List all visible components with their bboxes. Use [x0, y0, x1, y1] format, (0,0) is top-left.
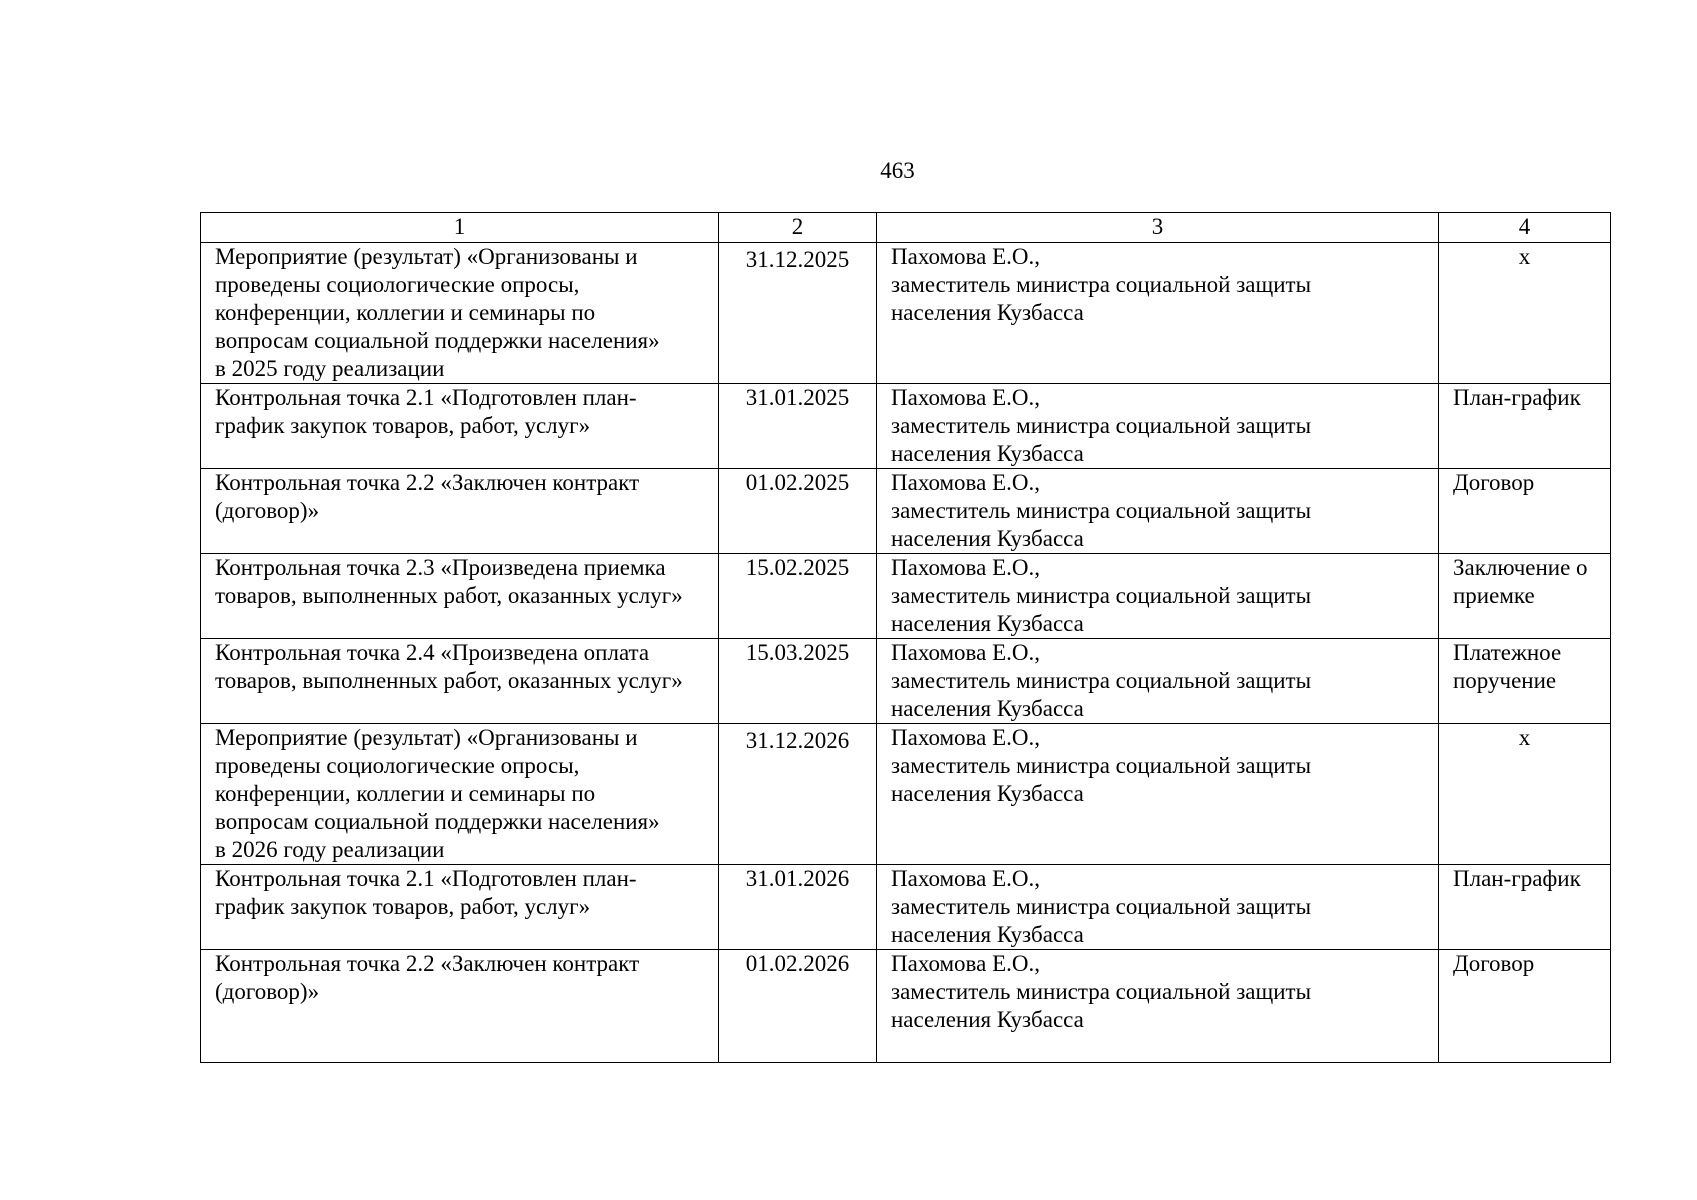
event-line: (договор)» — [215, 979, 320, 1004]
date-cell — [719, 724, 877, 865]
document-text: Договор — [1453, 470, 1535, 495]
date-cell — [719, 639, 877, 724]
document-cell — [1439, 724, 1611, 865]
event-line: товаров, выполненных работ, оказанных услуг» — [215, 668, 683, 693]
document-cell — [1439, 469, 1611, 554]
event-line: в 2026 году реализации — [215, 837, 445, 862]
date-text: 31.01.2026 — [745, 866, 850, 891]
event-line: график закупок товаров, работ, услуг» — [215, 894, 591, 919]
table-row — [201, 469, 1611, 554]
header-col-2: 2 — [719, 213, 877, 243]
control-points-table — [200, 212, 1611, 1063]
responsible-line: населения Кузбасса — [891, 526, 1084, 551]
document-cell — [1439, 243, 1611, 384]
responsible-line: Пахомова Е.О., — [891, 385, 1040, 410]
responsible-line: заместитель министра социальной защиты — [891, 753, 1312, 778]
event-line: Мероприятие (результат) «Организованы и — [215, 244, 638, 269]
responsible-line: населения Кузбасса — [891, 300, 1084, 325]
responsible-line: заместитель министра социальной защиты — [891, 413, 1312, 438]
responsible-line: заместитель министра социальной защиты — [891, 272, 1312, 297]
date-cell — [719, 865, 877, 950]
responsible-cell — [877, 950, 1439, 1063]
document-cell — [1439, 384, 1611, 469]
date-text: 31.12.2025 — [745, 247, 850, 272]
event-cell — [201, 950, 719, 1063]
event-cell — [201, 639, 719, 724]
event-cell — [201, 724, 719, 865]
table-row — [201, 639, 1611, 724]
responsible-cell — [877, 469, 1439, 554]
event-cell — [201, 554, 719, 639]
document-text: х — [1518, 244, 1531, 269]
event-line: график закупок товаров, работ, услуг» — [215, 413, 591, 438]
event-cell — [201, 469, 719, 554]
table-header-row — [201, 213, 1611, 243]
responsible-cell — [877, 384, 1439, 469]
event-line: Контрольная точка 2.2 «Заключен контракт — [215, 470, 640, 495]
table-row — [201, 865, 1611, 950]
responsible-line: Пахомова Е.О., — [891, 555, 1040, 580]
event-cell — [201, 243, 719, 384]
event-line: в 2025 году реализации — [215, 356, 445, 381]
responsible-line: заместитель министра социальной защиты — [891, 894, 1312, 919]
responsible-line: заместитель министра социальной защиты — [891, 668, 1312, 693]
responsible-line: Пахомова Е.О., — [891, 725, 1040, 750]
date-text: 31.12.2026 — [745, 728, 850, 753]
table-row — [201, 243, 1611, 384]
responsible-line: заместитель министра социальной защиты — [891, 583, 1312, 608]
responsible-cell — [877, 639, 1439, 724]
event-line: вопросам социальной поддержки населения» — [215, 809, 660, 834]
responsible-line: заместитель министра социальной защиты — [891, 498, 1312, 523]
responsible-cell — [877, 554, 1439, 639]
document-cell — [1439, 950, 1611, 1063]
event-line: Мероприятие (результат) «Организованы и — [215, 725, 638, 750]
date-cell — [719, 384, 877, 469]
date-text: 15.03.2025 — [745, 640, 850, 665]
date-cell — [719, 469, 877, 554]
responsible-line: населения Кузбасса — [891, 611, 1084, 636]
header-col-4: 4 — [1439, 213, 1611, 243]
event-cell — [201, 865, 719, 950]
responsible-line: населения Кузбасса — [891, 696, 1084, 721]
table-row — [201, 950, 1611, 1063]
responsible-line: Пахомова Е.О., — [891, 470, 1040, 495]
date-text: 01.02.2026 — [745, 951, 850, 976]
event-line: Контрольная точка 2.1 «Подготовлен план- — [215, 866, 637, 891]
event-line: конференции, коллегии и семинары по — [215, 781, 596, 806]
event-line: Контрольная точка 2.2 «Заключен контракт — [215, 951, 640, 976]
date-cell — [719, 243, 877, 384]
responsible-line: Пахомова Е.О., — [891, 640, 1040, 665]
responsible-line: Пахомова Е.О., — [891, 244, 1040, 269]
responsible-line: населения Кузбасса — [891, 781, 1084, 806]
table-row — [201, 384, 1611, 469]
event-line: Контрольная точка 2.3 «Произведена приемка — [215, 555, 666, 580]
event-line: проведены социологические опросы, — [215, 753, 580, 778]
document-cell — [1439, 865, 1611, 950]
event-line: Контрольная точка 2.4 «Произведена оплата — [215, 640, 650, 665]
date-cell — [719, 554, 877, 639]
event-line: товаров, выполненных работ, оказанных услуг» — [215, 583, 683, 608]
date-text: 15.02.2025 — [745, 555, 850, 580]
responsible-line: Пахомова Е.О., — [891, 951, 1040, 976]
responsible-cell — [877, 724, 1439, 865]
document-cell — [1439, 639, 1611, 724]
document-text: Заключение о приемке — [1453, 555, 1588, 608]
date-text: 01.02.2025 — [745, 470, 850, 495]
responsible-line: населения Кузбасса — [891, 441, 1084, 466]
date-text: 31.01.2025 — [745, 385, 850, 410]
event-cell — [201, 384, 719, 469]
header-col-3: 3 — [877, 213, 1439, 243]
document-text: х — [1518, 725, 1531, 750]
event-line: (договор)» — [215, 498, 320, 523]
responsible-line: Пахомова Е.О., — [891, 866, 1040, 891]
page-number: 463 — [880, 158, 915, 183]
event-line: вопросам социальной поддержки населения» — [215, 328, 660, 353]
table-row — [201, 724, 1611, 865]
header-col-1: 1 — [201, 213, 719, 243]
event-line: конференции, коллегии и семинары по — [215, 300, 596, 325]
responsible-cell — [877, 865, 1439, 950]
responsible-line: населения Кузбасса — [891, 1007, 1084, 1032]
responsible-line: заместитель министра социальной защиты — [891, 979, 1312, 1004]
responsible-cell — [877, 243, 1439, 384]
table-row — [201, 554, 1611, 639]
event-line: Контрольная точка 2.1 «Подготовлен план- — [215, 385, 637, 410]
document-text: Договор — [1453, 951, 1535, 976]
event-line: проведены социологические опросы, — [215, 272, 580, 297]
responsible-line: населения Кузбасса — [891, 922, 1084, 947]
document-text: Платежное поручение — [1453, 640, 1562, 693]
date-cell — [719, 950, 877, 1063]
document-cell — [1439, 554, 1611, 639]
document-text: План-график — [1453, 385, 1581, 410]
document-text: План-график — [1453, 866, 1581, 891]
